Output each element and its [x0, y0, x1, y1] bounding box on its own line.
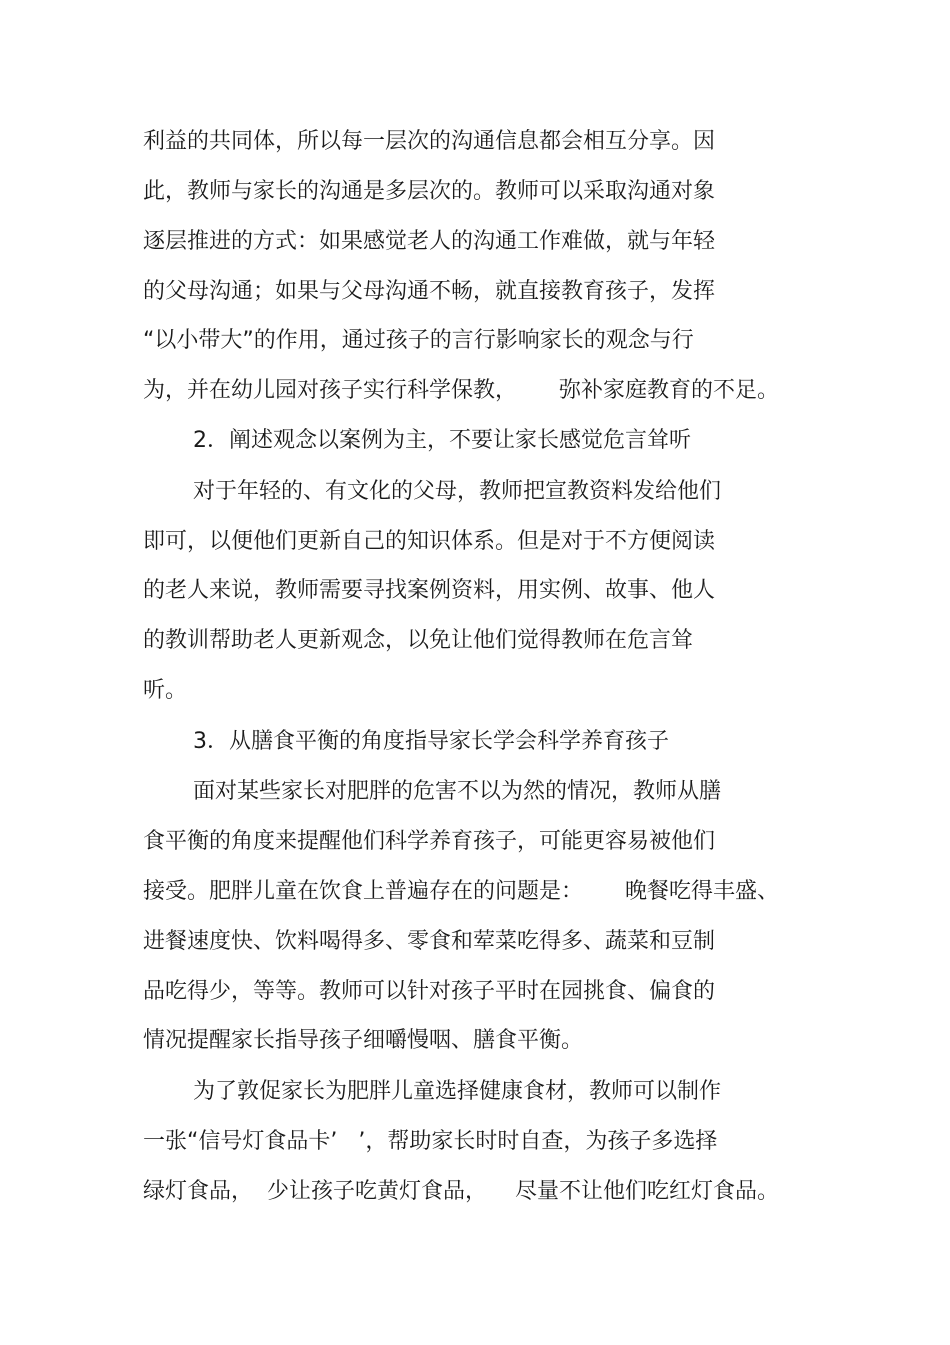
paragraph-line: 此，教师与家长的沟通是多层次的。教师可以采取沟通对象: [143, 179, 716, 204]
paragraph-line: 对于年轻的、有文化的父母，教师把宣教资料发给他们: [193, 479, 722, 504]
paragraph-line: 的教训帮助老人更新观念，以免让他们觉得教师在危言耸: [143, 628, 694, 653]
paragraph-line: 利益的共同体，所以每一层次的沟通信息都会相互分享。因: [143, 129, 716, 154]
paragraph-line: 绿灯食品， 少让孩子吃黄灯食品， 尽量不让他们吃红灯食品。: [143, 1179, 779, 1204]
paragraph-line: 听。: [143, 678, 188, 703]
paragraph-line: 的父母沟通；如果与父母沟通不畅，就直接教育孩子，发挥: [143, 279, 716, 304]
paragraph-line: 情况提醒家长指导孩子细嚼慢咽、膳食平衡。: [143, 1028, 584, 1053]
paragraph-line: 逐层推进的方式：如果感觉老人的沟通工作难做，就与年轻: [143, 229, 716, 254]
paragraph-line: “以小带大”的作用，通过孩子的言行影响家长的观念与行: [143, 328, 694, 353]
paragraph-line: 面对某些家长对肥胖的危害不以为然的情况，教师从膳: [193, 779, 722, 804]
paragraph-line: 接受。肥胖儿童在饮食上普遍存在的问题是： 晚餐吃得丰盛、: [143, 879, 779, 904]
paragraph-line: 即可，以便他们更新自己的知识体系。但是对于不方便阅读: [143, 529, 716, 554]
paragraph-line: 品吃得少，等等。教师可以针对孩子平时在园挑食、偏食的: [143, 979, 716, 1004]
paragraph-line: 一张“信号灯食品卡’ ’，帮助家长时时自查，为孩子多选择: [143, 1129, 718, 1154]
paragraph-line: 为了敦促家长为肥胖儿童选择健康食材，教师可以制作: [193, 1079, 722, 1104]
paragraph-line: 的老人来说，教师需要寻找案例资料，用实例、故事、他人: [143, 578, 716, 603]
paragraph-line: 食平衡的角度来提醒他们科学养育孩子，可能更容易被他们: [143, 829, 716, 854]
paragraph-line: 为，并在幼儿园对孩子实行科学保教， 弥补家庭教育的不足。: [143, 378, 779, 403]
section-heading-3: 3．从膳食平衡的角度指导家长学会科学养育孩子: [193, 729, 669, 754]
section-heading-2: 2．阐述观念以案例为主，不要让家长感觉危言耸听: [193, 428, 691, 453]
paragraph-line: 进餐速度快、饮料喝得多、零食和荤菜吃得多、蔬菜和豆制: [143, 929, 716, 954]
